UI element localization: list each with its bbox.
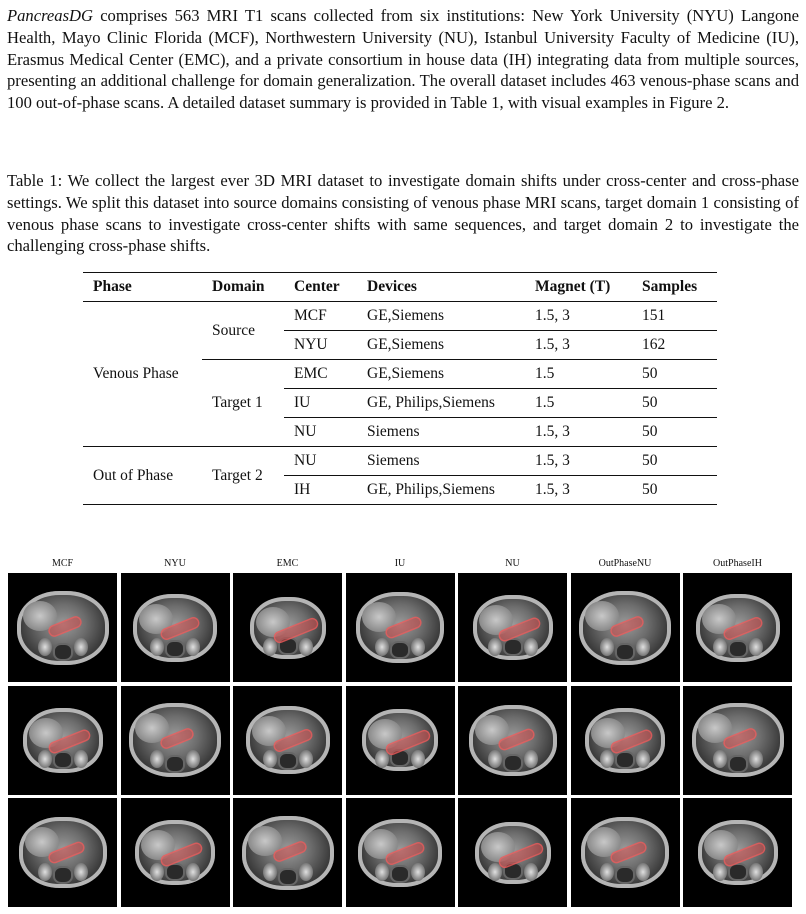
header-domain: Domain: [202, 273, 284, 302]
cell-phase-venous: Venous Phase: [83, 302, 202, 447]
mri-scan-mcf-1: [8, 573, 117, 682]
cell-magnet: 1.5, 3: [525, 302, 632, 331]
cell-samples: 50: [632, 476, 717, 505]
cell-domain-target1: Target 1: [202, 360, 284, 447]
cell-devices: Siemens: [357, 418, 525, 447]
mri-scan-nu-2: [458, 686, 567, 795]
intro-text: comprises 563 MRI T1 scans collected from six institutions: New York University (NYU) Langone Health, Mayo Clinic Florida (MCF), Northwestern University (NU), Istanbul University Faculty of Medicine (IU), Erasmus Medical Center (EMC), and a private consortium in house data (IH) integrating data from multiple sources, presenting an additional challenge for domain generalization. The overall dataset includes 463 venous-phase scans and 100 out-of-phase scans. A detailed dataset summary is provided in Table 1, with visual examples in Figure 2.: [7, 6, 799, 113]
cell-devices: GE,Siemens: [357, 302, 525, 331]
cell-samples: 50: [632, 418, 717, 447]
cell-center: IH: [284, 476, 357, 505]
header-magnet: Magnet (T): [525, 273, 632, 302]
table-row: [83, 447, 717, 476]
header-center: Center: [284, 273, 357, 302]
header-samples: Samples: [632, 273, 717, 302]
cell-devices: GE, Philips,Siemens: [357, 389, 525, 418]
header-phase: Phase: [83, 273, 202, 302]
mri-scan-iu-1: [346, 573, 455, 682]
cell-devices: GE,Siemens: [357, 360, 525, 389]
mri-scan-emc-3: [233, 798, 342, 907]
cell-magnet: 1.5, 3: [525, 476, 632, 505]
mri-scan-emc-2: [233, 686, 342, 795]
cell-center: IU: [284, 389, 357, 418]
mri-scan-outphasenu-2: [571, 686, 680, 795]
cell-magnet: 1.5: [525, 389, 632, 418]
cell-center: NYU: [284, 331, 357, 360]
cell-devices: Siemens: [357, 447, 525, 476]
cell-center: EMC: [284, 360, 357, 389]
mri-scan-iu-3: [346, 798, 455, 907]
mri-scan-outphasenu-3: [571, 798, 680, 907]
intro-paragraph: [7, 5, 799, 114]
mri-scan-mcf-3: [8, 798, 117, 907]
cell-center: MCF: [284, 302, 357, 331]
table-row: [83, 302, 717, 331]
mri-scan-nyu-3: [121, 798, 230, 907]
header-devices: Devices: [357, 273, 525, 302]
mri-scan-outphaseih-3: [683, 798, 792, 907]
dataset-name: PancreasDG: [7, 6, 94, 25]
mri-scan-iu-2: [346, 686, 455, 795]
cell-domain-source: Source: [202, 302, 284, 360]
column-label-outphaseih: OutPhaseIH: [713, 558, 762, 569]
mri-scan-emc-1: [233, 573, 342, 682]
dataset-summary-table: [83, 272, 717, 505]
cell-devices: GE,Siemens: [357, 331, 525, 360]
column-label-outphasenu: OutPhaseNU: [598, 558, 652, 569]
cell-devices: GE, Philips,Siemens: [357, 476, 525, 505]
column-label-emc: EMC: [276, 558, 299, 569]
mri-scan-outphasenu-1: [571, 573, 680, 682]
table-caption: Table 1: We collect the largest ever 3D MRI dataset to investigate domain shifts under cross-center and cross-phase settings. We split this dataset into source domains consisting of venous phase MRI scans, target domain 1 consisting of venous phase scans to investigate cross-center shifts with same sequences, and target domain 2 to investigate the challenging cross-phase shifts.: [7, 171, 799, 256]
mri-scan-outphaseih-1: [683, 573, 792, 682]
column-label-iu: IU: [394, 558, 406, 569]
column-label-nu: NU: [505, 558, 520, 569]
cell-magnet: 1.5, 3: [525, 331, 632, 360]
cell-magnet: 1.5, 3: [525, 447, 632, 476]
cell-phase-out: Out of Phase: [83, 447, 202, 505]
mri-scan-mcf-2: [8, 686, 117, 795]
mri-example-figure: [8, 558, 798, 910]
cell-samples: 50: [632, 360, 717, 389]
mri-scan-nu-3: [458, 798, 567, 907]
cell-samples: 162: [632, 331, 717, 360]
cell-center: NU: [284, 418, 357, 447]
column-label-mcf: MCF: [51, 558, 74, 569]
mri-scan-nyu-1: [121, 573, 230, 682]
cell-magnet: 1.5, 3: [525, 418, 632, 447]
mri-scan-nu-1: [458, 573, 567, 682]
cell-magnet: 1.5: [525, 360, 632, 389]
mri-scan-nyu-2: [121, 686, 230, 795]
cell-samples: 50: [632, 389, 717, 418]
cell-center: NU: [284, 447, 357, 476]
cell-samples: 151: [632, 302, 717, 331]
table-header-row: [83, 273, 717, 302]
cell-domain-target2: Target 2: [202, 447, 284, 505]
mri-scan-outphaseih-2: [683, 686, 792, 795]
column-label-nyu: NYU: [164, 558, 186, 569]
cell-samples: 50: [632, 447, 717, 476]
